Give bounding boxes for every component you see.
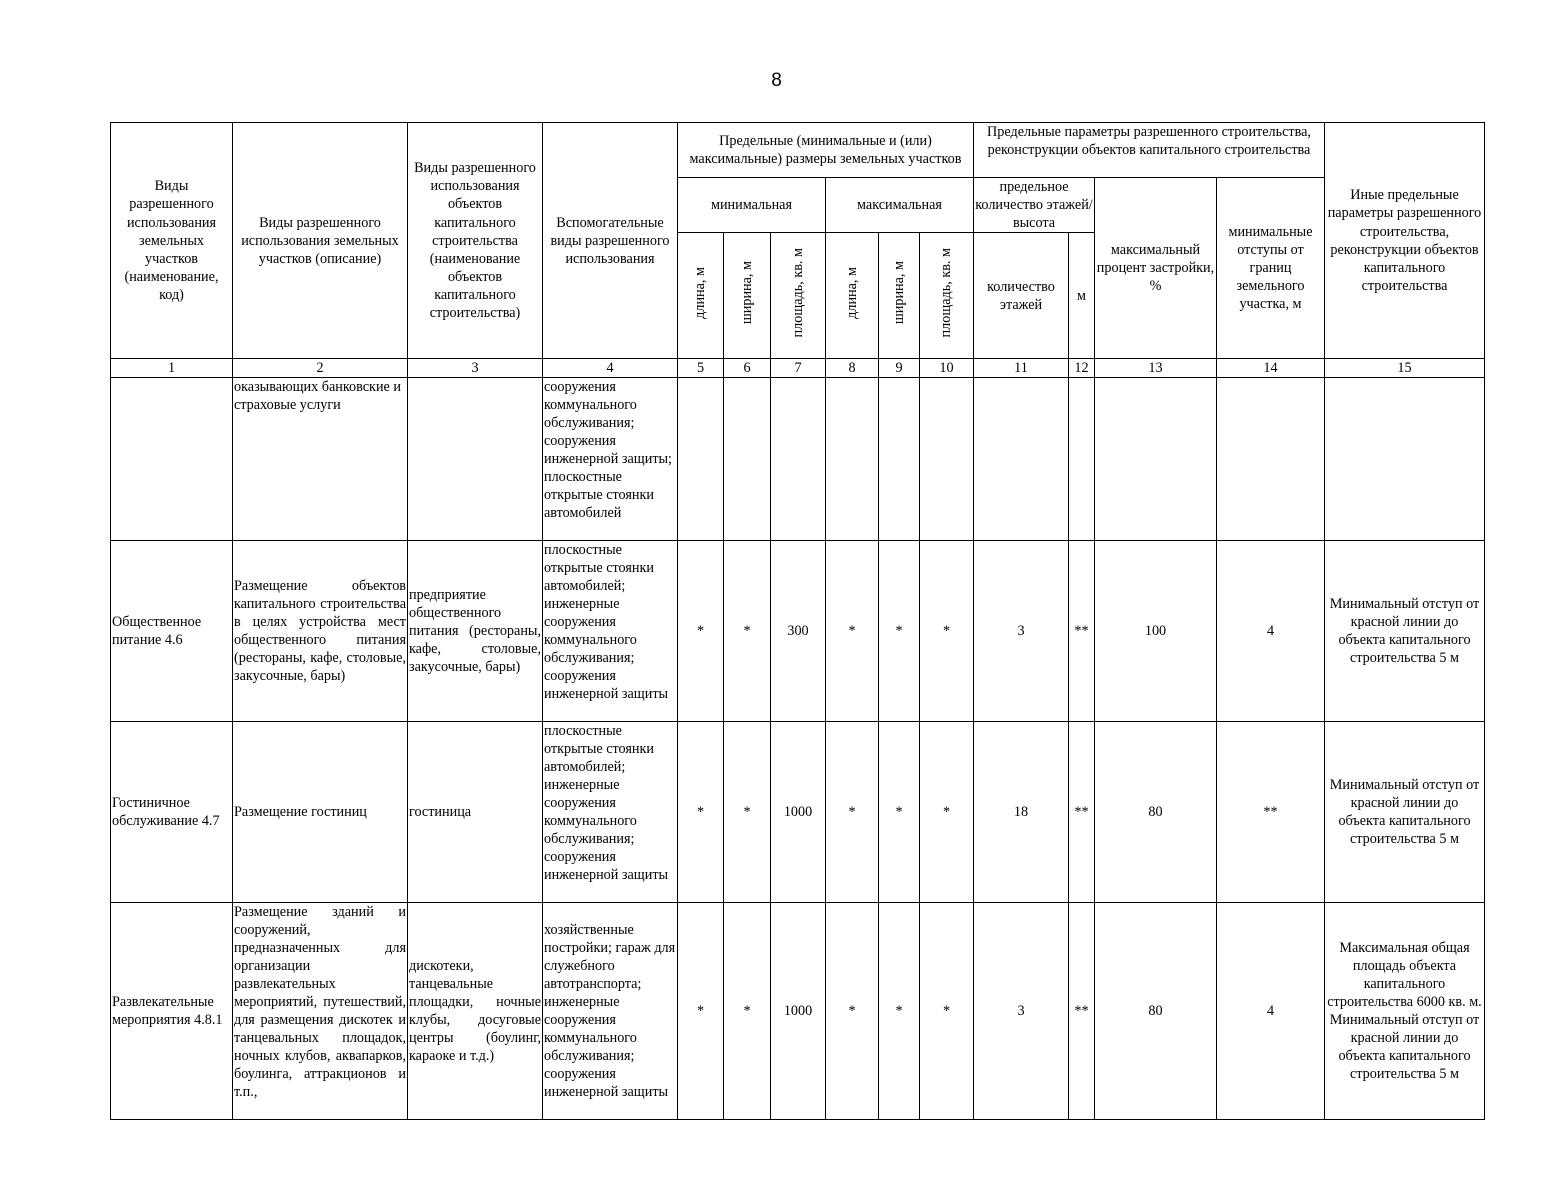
max-length: * xyxy=(826,541,879,722)
min-width: * xyxy=(724,541,771,722)
min-width xyxy=(724,378,771,541)
floors-count xyxy=(974,378,1069,541)
min-length: * xyxy=(678,722,724,903)
max-build-percent: 80 xyxy=(1095,722,1217,903)
min-width: * xyxy=(724,722,771,903)
max-length: * xyxy=(826,903,879,1120)
min-length xyxy=(678,378,724,541)
column-number: 8 xyxy=(826,359,879,378)
header-min-length: длина, м xyxy=(678,233,724,359)
page-number: 8 xyxy=(771,70,782,91)
land-use-description: Размещение зданий и сооружений, предназначенных для организации развлекательных мероприятий, путешествий, для размещения дискотек и танцевальных площадок, ночных клубов, аквапарков, боулинга, аттракционов и т.п., xyxy=(233,903,408,1120)
max-area: * xyxy=(920,722,974,903)
other-params: Минимальный отступ от красной линии до объекта капитального строительства 5 м xyxy=(1325,541,1485,722)
min-area: 1000 xyxy=(771,903,826,1120)
table-row xyxy=(111,903,1485,1120)
column-number: 2 xyxy=(233,359,408,378)
min-width: * xyxy=(724,903,771,1120)
max-length xyxy=(826,378,879,541)
column-number: 7 xyxy=(771,359,826,378)
min-area: 300 xyxy=(771,541,826,722)
other-params xyxy=(1325,378,1485,541)
min-setback: 4 xyxy=(1217,903,1325,1120)
min-setback: ** xyxy=(1217,722,1325,903)
header-max-width: ширина, м xyxy=(879,233,920,359)
capital-objects xyxy=(408,378,543,541)
column-number: 5 xyxy=(678,359,724,378)
column-number: 10 xyxy=(920,359,974,378)
column-number: 4 xyxy=(543,359,678,378)
capital-objects: гостиница xyxy=(408,722,543,903)
land-use-name: Развлекательные мероприятия 4.8.1 xyxy=(111,903,233,1120)
header-col3: Виды разрешенного использования объектов капитального строительства (наименование объектов капитального строительства) xyxy=(408,123,543,359)
header-meters: м xyxy=(1069,233,1095,359)
header-minimal: минимальная xyxy=(678,178,826,233)
header-col15: Иные предельные параметры разрешенного строительства, реконструкции объектов капитального строительства xyxy=(1325,123,1485,359)
floors-count: 18 xyxy=(974,722,1069,903)
column-number: 11 xyxy=(974,359,1069,378)
header-min-area: площадь, кв. м xyxy=(771,233,826,359)
max-area: * xyxy=(920,903,974,1120)
header-construction-params: Предельные параметры разрешенного строительства, реконструкции объектов капитального строительства xyxy=(974,123,1325,178)
auxiliary-uses: плоскостные открытые стоянки автомобилей; инженерные сооружения коммунального обслуживания; сооружения инженерной защиты xyxy=(543,541,678,722)
max-area: * xyxy=(920,541,974,722)
header-floors: количество этажей xyxy=(974,233,1069,359)
land-use-name: Гостиничное обслуживание 4.7 xyxy=(111,722,233,903)
land-use-description: Размещение объектов капитального строительства в целях устройства мест общественного питания (рестораны, кафе, столовые, закусочные, бары) xyxy=(233,541,408,722)
capital-objects: предприятие общественного питания (рестораны, кафе, столовые, закусочные, бары) xyxy=(408,541,543,722)
max-build-percent: 80 xyxy=(1095,903,1217,1120)
header-plot-sizes: Предельные (минимальные и (или) максимальные) размеры земельных участков xyxy=(678,123,974,178)
max-width xyxy=(879,378,920,541)
min-length: * xyxy=(678,903,724,1120)
max-build-percent: 100 xyxy=(1095,541,1217,722)
column-number: 1 xyxy=(111,359,233,378)
min-setback: 4 xyxy=(1217,541,1325,722)
header-min-width: ширина, м xyxy=(724,233,771,359)
table-row xyxy=(111,378,1485,541)
height-m: ** xyxy=(1069,722,1095,903)
max-area xyxy=(920,378,974,541)
other-params: Максимальная общая площадь объекта капитального строительства 6000 кв. м. Минимальный отступ от красной линии до объекта капитального строительства 5 м xyxy=(1325,903,1485,1120)
table-row xyxy=(111,722,1485,903)
header-floors-height: предельное количество этажей/высота xyxy=(975,179,1093,232)
column-number: 15 xyxy=(1325,359,1485,378)
column-numbers-row xyxy=(111,359,1485,378)
auxiliary-uses: хозяйственные постройки; гараж для служебного автотранспорта; инженерные сооружения коммунального обслуживания; сооружения инженерной защиты xyxy=(543,903,678,1120)
header-col4: Вспомогательные виды разрешенного использования xyxy=(543,123,678,359)
max-width: * xyxy=(879,722,920,903)
capital-objects: дискотеки, танцевальные площадки, ночные клубы, досуговые центры (боулинг, караоке и т.д.) xyxy=(408,903,543,1120)
land-use-name: Общественное питание 4.6 xyxy=(111,541,233,722)
header-row-1 xyxy=(111,123,1485,178)
max-width: * xyxy=(879,903,920,1120)
column-number: 3 xyxy=(408,359,543,378)
column-number: 14 xyxy=(1217,359,1325,378)
column-number: 12 xyxy=(1069,359,1095,378)
min-area xyxy=(771,378,826,541)
header-min-setbacks: минимальные отступы от границ земельного участка, м xyxy=(1217,178,1325,359)
column-number: 6 xyxy=(724,359,771,378)
floors-count: 3 xyxy=(974,541,1069,722)
min-setback xyxy=(1217,378,1325,541)
header-maximal: максимальная xyxy=(826,178,974,233)
land-use-description: Размещение гостиниц xyxy=(233,722,408,903)
column-number: 9 xyxy=(879,359,920,378)
header-max-percent: максимальный процент застройки, % xyxy=(1095,178,1217,359)
min-length: * xyxy=(678,541,724,722)
height-m: ** xyxy=(1069,903,1095,1120)
table-row xyxy=(111,541,1485,722)
land-use-description: оказывающих банковские и страховые услуги xyxy=(233,378,408,541)
min-area: 1000 xyxy=(771,722,826,903)
max-width: * xyxy=(879,541,920,722)
land-use-regulations-table xyxy=(110,122,1485,1120)
auxiliary-uses: плоскостные открытые стоянки автомобилей; инженерные сооружения коммунального обслуживания; сооружения инженерной защиты xyxy=(543,722,678,903)
header-max-area: площадь, кв. м xyxy=(920,233,974,359)
height-m: ** xyxy=(1069,541,1095,722)
header-col2: Виды разрешенного использования земельных участков (описание) xyxy=(233,123,408,359)
height-m xyxy=(1069,378,1095,541)
auxiliary-uses: сооружения коммунального обслуживания; сооружения инженерной защиты; плоскостные открытые стоянки автомобилей xyxy=(543,378,678,541)
max-length: * xyxy=(826,722,879,903)
other-params: Минимальный отступ от красной линии до объекта капитального строительства 5 м xyxy=(1325,722,1485,903)
header-col1: Виды разрешенного использования земельных участков (наименование, код) xyxy=(111,123,233,359)
column-number: 13 xyxy=(1095,359,1217,378)
floors-count: 3 xyxy=(974,903,1069,1120)
land-use-name xyxy=(111,378,233,541)
max-build-percent xyxy=(1095,378,1217,541)
header-max-length: длина, м xyxy=(826,233,879,359)
